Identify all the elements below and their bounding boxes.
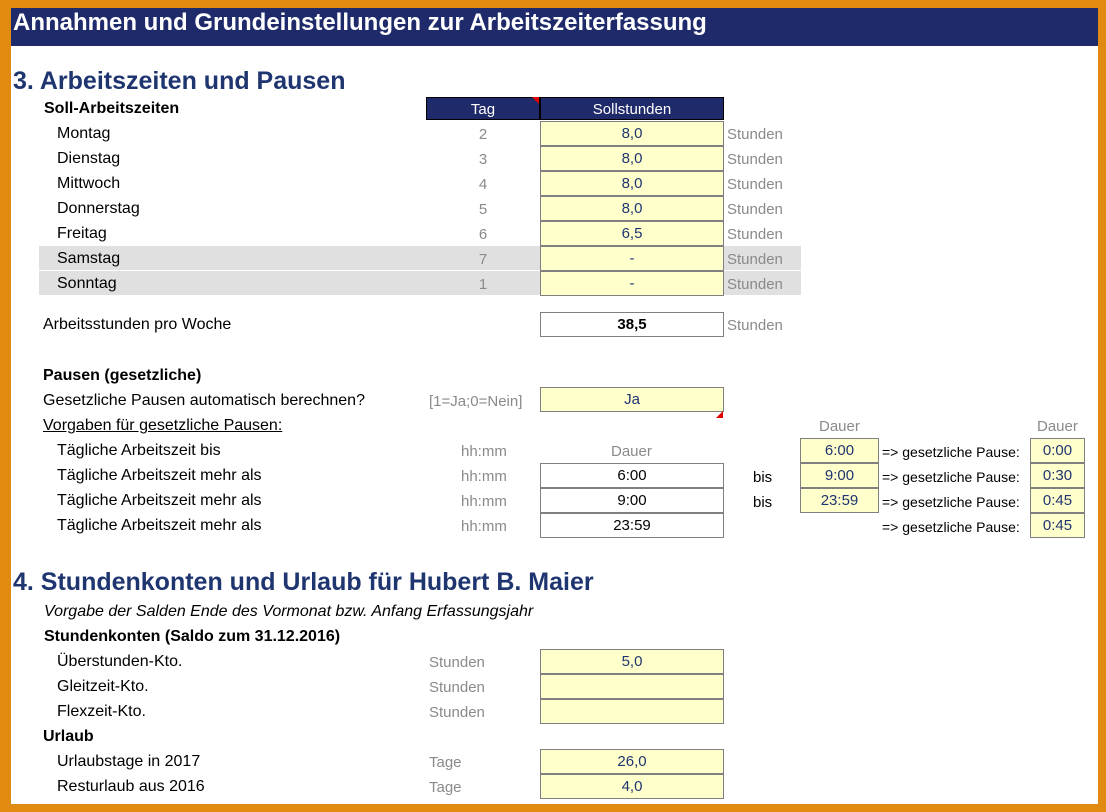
urlaub-row-label: Urlaubstage in 2017 [57,753,201,770]
pause-text: => gesetzliche Pause: [882,519,1020,535]
pause-cell[interactable]: 0:45 [1030,488,1085,513]
pause-row-label: Tägliche Arbeitszeit mehr als [57,492,262,509]
konto-label: Gleitzeit-Kto. [57,678,149,695]
limit-cell[interactable]: 6:00 [800,438,879,463]
sollstunden-cell[interactable]: 6,5 [540,221,724,246]
soll-arbeitszeiten-label: Soll-Arbeitszeiten [44,100,180,117]
section-3-title: 3. Arbeitszeiten und Pausen [13,67,346,95]
sheet-title: Annahmen und Grundeinstellungen zur Arbeitszeiterfassung [11,8,1098,46]
day-tag-number: 4 [478,176,488,193]
bis-label: bis [753,494,773,511]
pause-cell[interactable]: 0:45 [1030,513,1085,538]
hhmm-label: hh:mm [461,493,507,510]
konto-value-cell[interactable]: 5,0 [540,649,724,674]
stundenkonten-label: Stundenkonten (Saldo zum 31.12.2016) [44,628,341,645]
pause-row-label: Tägliche Arbeitszeit bis [57,442,221,459]
dauer-header: Dauer [611,443,652,460]
weekly-hours-label: Arbeitsstunden pro Woche [43,316,232,333]
unit-label: Stunden [727,317,783,334]
time-input-cell[interactable]: 23:59 [540,513,724,538]
day-label: Dienstag [57,150,121,167]
day-label: Sonntag [57,275,117,292]
day-label: Samstag [57,250,121,267]
auto-pause-label: Gesetzliche Pausen automatisch berechnen? [43,392,365,409]
vorgaben-label: Vorgaben für gesetzliche Pausen: [43,417,283,434]
day-label: Freitag [57,225,107,242]
konto-unit: Stunden [429,679,485,696]
comment-marker [716,411,723,418]
day-tag-number: 2 [478,126,488,143]
konto-unit: Stunden [429,704,485,721]
spreadsheet [11,8,1098,804]
urlaub-label: Urlaub [43,728,94,745]
sollstunden-cell[interactable]: 8,0 [540,121,724,146]
pause-row-label: Tägliche Arbeitszeit mehr als [57,517,262,534]
comment-marker [532,97,539,104]
urlaub-unit: Tage [429,779,462,796]
pausen-label: Pausen (gesetzliche) [43,367,202,384]
konto-label: Flexzeit-Kto. [57,703,146,720]
day-label: Mittwoch [57,175,121,192]
auto-pause-input[interactable]: Ja [540,387,724,412]
limit-cell[interactable]: 9:00 [800,463,879,488]
sollstunden-cell[interactable]: 8,0 [540,146,724,171]
sollstunden-cell[interactable]: - [540,246,724,271]
col-header-tag: Tag [426,97,540,120]
pause-cell[interactable]: 0:00 [1030,438,1085,463]
sollstunden-cell[interactable]: 8,0 [540,196,724,221]
pause-text: => gesetzliche Pause: [882,494,1020,510]
konto-unit: Stunden [429,654,485,671]
konto-label: Überstunden-Kto. [57,653,183,670]
unit-label: Stunden [727,176,783,193]
unit-label: Stunden [727,126,783,143]
urlaub-row-label: Resturlaub aus 2016 [57,778,205,795]
urlaub-unit: Tage [429,754,462,771]
hhmm-label: hh:mm [461,443,507,460]
limit-cell[interactable]: 23:59 [800,488,879,513]
day-tag-number: 1 [478,276,488,293]
day-label: Montag [57,125,111,142]
day-tag-number: 5 [478,201,488,218]
sollstunden-cell[interactable]: 8,0 [540,171,724,196]
weekly-hours-value: 38,5 [540,312,724,337]
time-input-cell[interactable]: 9:00 [540,488,724,513]
dauer-header: Dauer [819,418,860,435]
sollstunden-cell[interactable]: - [540,271,724,296]
konto-value-cell[interactable] [540,674,724,699]
unit-label: Stunden [727,151,783,168]
hhmm-label: hh:mm [461,518,507,535]
day-tag-number: 6 [478,226,488,243]
dauer-header: Dauer [1037,418,1078,435]
unit-label: Stunden [727,201,783,218]
auto-pause-hint: [1=Ja;0=Nein] [429,393,523,410]
time-input-cell[interactable]: 6:00 [540,463,724,488]
pause-cell[interactable]: 0:30 [1030,463,1085,488]
pause-text: => gesetzliche Pause: [882,444,1020,460]
unit-label: Stunden [727,276,783,293]
urlaub-value-cell[interactable]: 4,0 [540,774,724,799]
pause-row-label: Tägliche Arbeitszeit mehr als [57,467,262,484]
day-label: Donnerstag [57,200,140,217]
urlaub-value-cell[interactable]: 26,0 [540,749,724,774]
unit-label: Stunden [727,226,783,243]
col-header-sollstunden: Sollstunden [540,97,724,120]
bis-label: bis [753,469,773,486]
konto-value-cell[interactable] [540,699,724,724]
day-tag-number: 7 [478,251,488,268]
section-4-subtitle: Vorgabe der Salden Ende des Vormonat bzw. Anfang Erfassungsjahr [44,603,534,620]
pause-text: => gesetzliche Pause: [882,469,1020,485]
day-tag-number: 3 [478,151,488,168]
hhmm-label: hh:mm [461,468,507,485]
section-4-title: 4. Stundenkonten und Urlaub für Hubert B. Maier [13,568,594,596]
unit-label: Stunden [727,251,783,268]
